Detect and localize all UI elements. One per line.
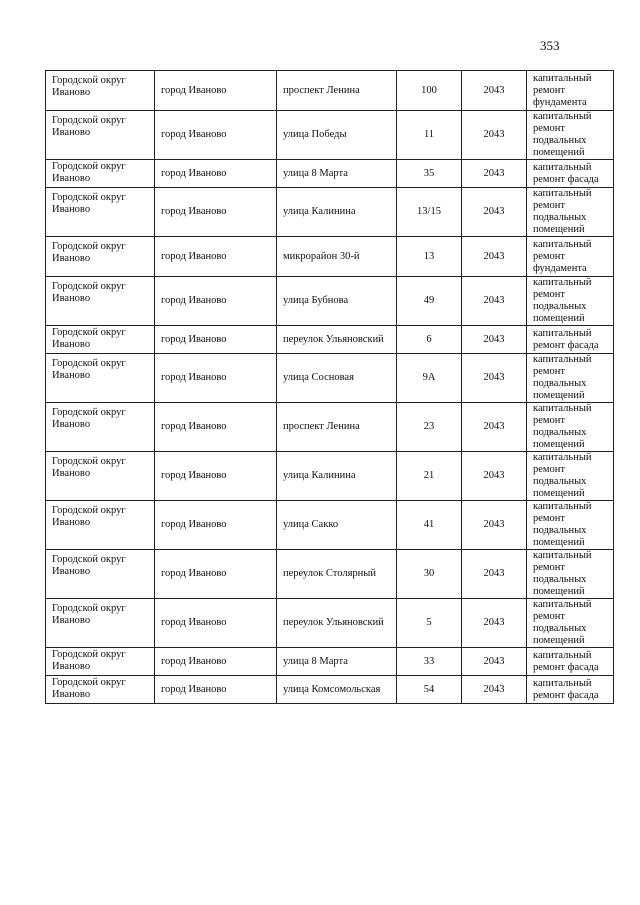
table-row bbox=[46, 550, 614, 599]
cell-city: город Иваново bbox=[155, 237, 277, 277]
cell-street: улица Калинина bbox=[277, 452, 397, 501]
cell-year: 2043 bbox=[462, 403, 527, 452]
cell-house-number: 5 bbox=[397, 599, 462, 648]
cell-house-number: 100 bbox=[397, 71, 462, 111]
cell-work-type: капитальный ремонт подвальных помещений bbox=[527, 111, 614, 160]
cell-house-number: 49 bbox=[397, 277, 462, 326]
cell-district: Городской округ Иваново bbox=[46, 648, 155, 676]
cell-work-type: капитальный ремонт фундамента bbox=[527, 71, 614, 111]
cell-district: Городской округ Иваново bbox=[46, 501, 155, 550]
repair-schedule-table bbox=[45, 70, 614, 704]
cell-house-number: 30 bbox=[397, 550, 462, 599]
table-row bbox=[46, 326, 614, 354]
table-row bbox=[46, 354, 614, 403]
cell-city: город Иваново bbox=[155, 648, 277, 676]
cell-city: город Иваново bbox=[155, 71, 277, 111]
table-row bbox=[46, 501, 614, 550]
cell-street: микрорайон 30-й bbox=[277, 237, 397, 277]
cell-city: город Иваново bbox=[155, 160, 277, 188]
cell-street: переулок Ульяновский bbox=[277, 326, 397, 354]
cell-year: 2043 bbox=[462, 452, 527, 501]
cell-street: переулок Столярный bbox=[277, 550, 397, 599]
cell-work-type: капитальный ремонт подвальных помещений bbox=[527, 403, 614, 452]
cell-work-type: капитальный ремонт подвальных помещений bbox=[527, 188, 614, 237]
cell-house-number: 9А bbox=[397, 354, 462, 403]
cell-city: город Иваново bbox=[155, 111, 277, 160]
cell-city: город Иваново bbox=[155, 277, 277, 326]
cell-work-type: капитальный ремонт подвальных помещений bbox=[527, 452, 614, 501]
cell-year: 2043 bbox=[462, 277, 527, 326]
cell-house-number: 21 bbox=[397, 452, 462, 501]
cell-year: 2043 bbox=[462, 599, 527, 648]
cell-year: 2043 bbox=[462, 354, 527, 403]
cell-year: 2043 bbox=[462, 160, 527, 188]
cell-street: улица Калинина bbox=[277, 188, 397, 237]
cell-district: Городской округ Иваново bbox=[46, 111, 155, 160]
cell-work-type: капитальный ремонт фасада bbox=[527, 676, 614, 704]
cell-work-type: капитальный ремонт подвальных помещений bbox=[527, 354, 614, 403]
table-body bbox=[46, 71, 614, 704]
table-row bbox=[46, 452, 614, 501]
cell-city: город Иваново bbox=[155, 599, 277, 648]
table-row bbox=[46, 160, 614, 188]
cell-house-number: 13/15 bbox=[397, 188, 462, 237]
cell-district: Городской округ Иваново bbox=[46, 188, 155, 237]
page-number: 353 bbox=[540, 38, 560, 53]
cell-year: 2043 bbox=[462, 188, 527, 237]
cell-city: город Иваново bbox=[155, 452, 277, 501]
table-row bbox=[46, 648, 614, 676]
cell-district: Городской округ Иваново bbox=[46, 354, 155, 403]
table-row bbox=[46, 237, 614, 277]
cell-street: проспект Ленина bbox=[277, 403, 397, 452]
table-row bbox=[46, 277, 614, 326]
cell-street: улица Сосновая bbox=[277, 354, 397, 403]
table-row bbox=[46, 403, 614, 452]
cell-house-number: 54 bbox=[397, 676, 462, 704]
cell-district: Городской округ Иваново bbox=[46, 599, 155, 648]
cell-district: Городской округ Иваново bbox=[46, 160, 155, 188]
cell-year: 2043 bbox=[462, 237, 527, 277]
cell-year: 2043 bbox=[462, 501, 527, 550]
cell-street: проспект Ленина bbox=[277, 71, 397, 111]
cell-year: 2043 bbox=[462, 648, 527, 676]
cell-house-number: 6 bbox=[397, 326, 462, 354]
cell-street: улица Бубнова bbox=[277, 277, 397, 326]
cell-work-type: капитальный ремонт подвальных помещений bbox=[527, 277, 614, 326]
cell-city: город Иваново bbox=[155, 326, 277, 354]
cell-street: улица Победы bbox=[277, 111, 397, 160]
cell-district: Городской округ Иваново bbox=[46, 326, 155, 354]
table-row bbox=[46, 111, 614, 160]
cell-year: 2043 bbox=[462, 676, 527, 704]
cell-house-number: 41 bbox=[397, 501, 462, 550]
cell-street: улица Сакко bbox=[277, 501, 397, 550]
cell-work-type: капитальный ремонт подвальных помещений bbox=[527, 599, 614, 648]
cell-city: город Иваново bbox=[155, 501, 277, 550]
cell-city: город Иваново bbox=[155, 403, 277, 452]
cell-work-type: капитальный ремонт фасада bbox=[527, 648, 614, 676]
cell-street: переулок Ульяновский bbox=[277, 599, 397, 648]
cell-district: Городской округ Иваново bbox=[46, 452, 155, 501]
cell-street: улица Комсомольская bbox=[277, 676, 397, 704]
cell-year: 2043 bbox=[462, 550, 527, 599]
cell-street: улица 8 Марта bbox=[277, 648, 397, 676]
table-row bbox=[46, 188, 614, 237]
cell-district: Городской округ Иваново bbox=[46, 550, 155, 599]
cell-district: Городской округ Иваново bbox=[46, 277, 155, 326]
cell-city: город Иваново bbox=[155, 354, 277, 403]
cell-house-number: 13 bbox=[397, 237, 462, 277]
cell-city: город Иваново bbox=[155, 676, 277, 704]
cell-district: Городской округ Иваново bbox=[46, 403, 155, 452]
cell-district: Городской округ Иваново bbox=[46, 71, 155, 111]
cell-house-number: 33 bbox=[397, 648, 462, 676]
cell-work-type: капитальный ремонт фасада bbox=[527, 160, 614, 188]
cell-city: город Иваново bbox=[155, 550, 277, 599]
table-row bbox=[46, 71, 614, 111]
cell-district: Городской округ Иваново bbox=[46, 676, 155, 704]
cell-street: улица 8 Марта bbox=[277, 160, 397, 188]
table-row bbox=[46, 599, 614, 648]
cell-work-type: капитальный ремонт подвальных помещений bbox=[527, 550, 614, 599]
cell-district: Городской округ Иваново bbox=[46, 237, 155, 277]
table-row bbox=[46, 676, 614, 704]
cell-house-number: 11 bbox=[397, 111, 462, 160]
cell-work-type: капитальный ремонт подвальных помещений bbox=[527, 501, 614, 550]
cell-work-type: капитальный ремонт фасада bbox=[527, 326, 614, 354]
cell-house-number: 23 bbox=[397, 403, 462, 452]
cell-work-type: капитальный ремонт фундамента bbox=[527, 237, 614, 277]
cell-year: 2043 bbox=[462, 71, 527, 111]
cell-city: город Иваново bbox=[155, 188, 277, 237]
cell-year: 2043 bbox=[462, 326, 527, 354]
cell-year: 2043 bbox=[462, 111, 527, 160]
cell-house-number: 35 bbox=[397, 160, 462, 188]
